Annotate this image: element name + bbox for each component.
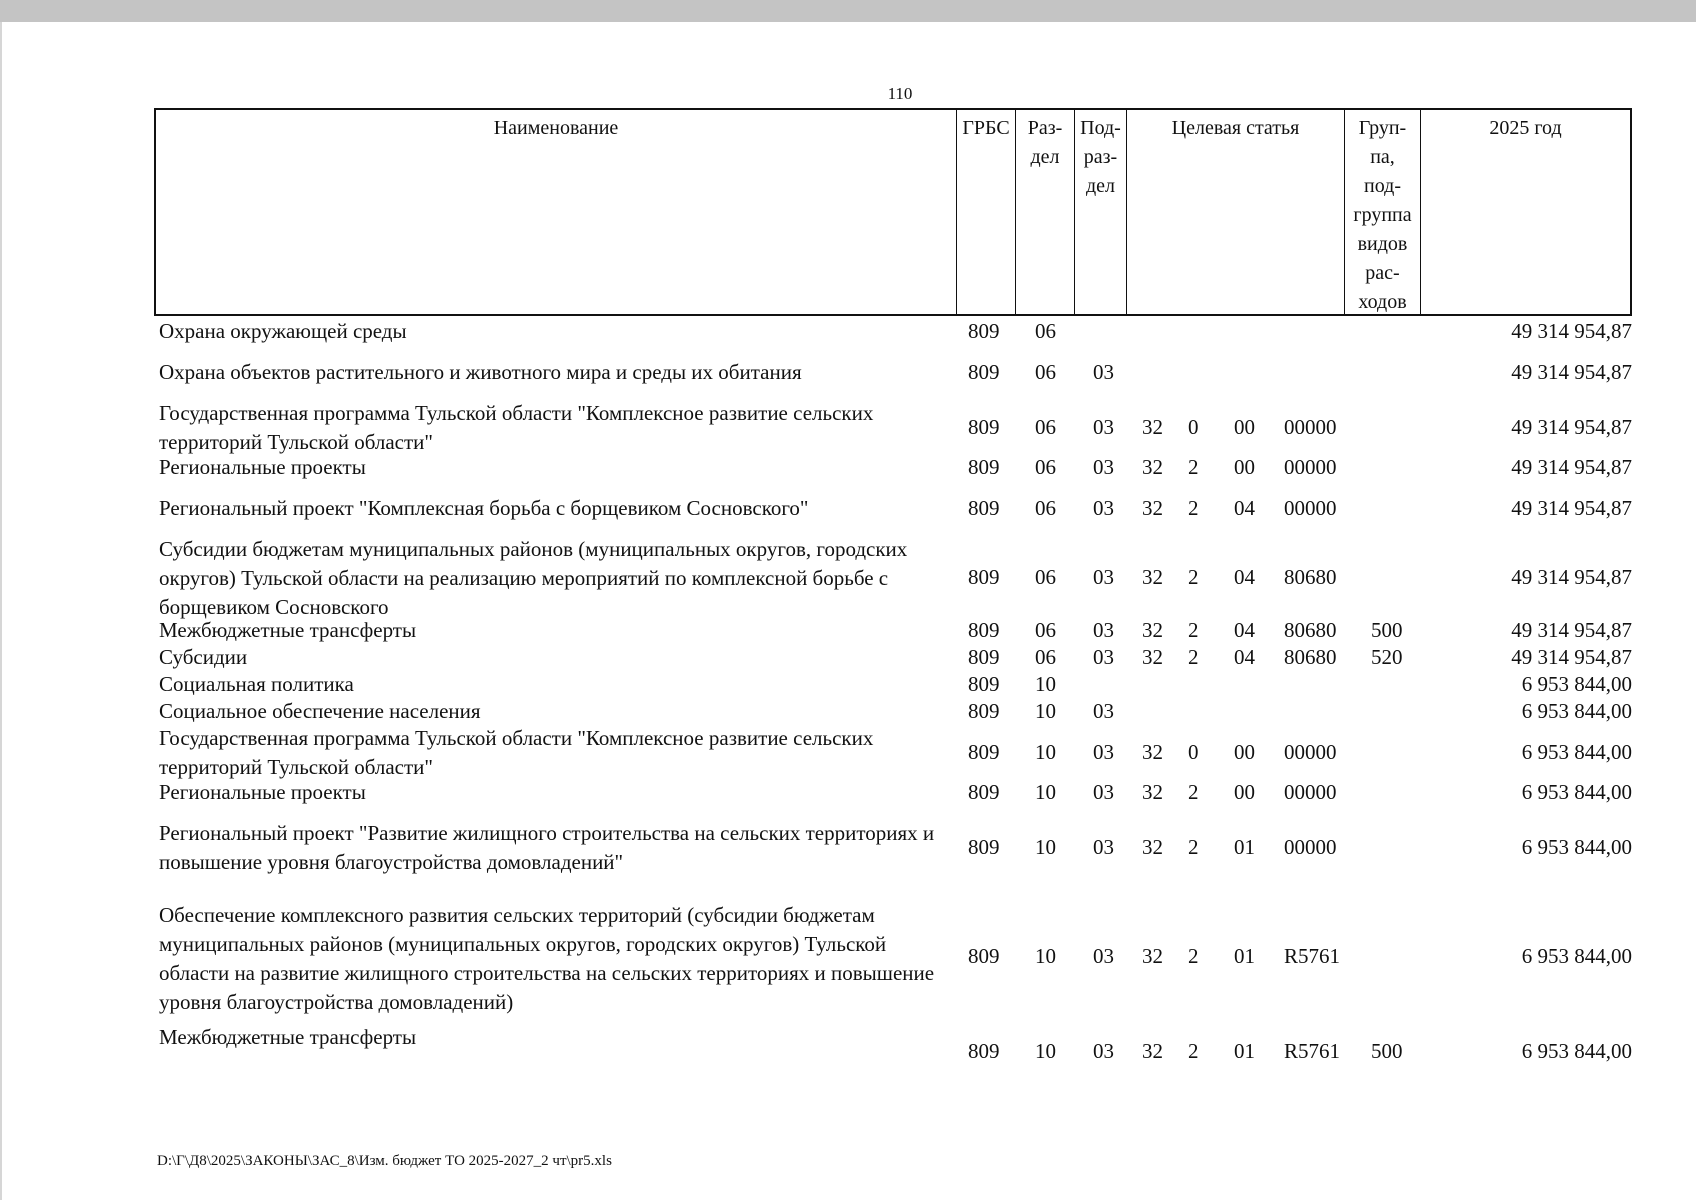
amount-2025: 49 314 954,87 [1511,415,1632,439]
target-event-code: 04 [1234,565,1255,589]
podrazdel-code: 03 [1093,740,1114,764]
target-program-code: 32 [1142,415,1163,439]
row-name: Обеспечение комплексного развития сельских территорий (субсидии бюджетам муниципальных районов (муниципальных округов, городских округов) Тульской области на развитие жилищного строительства на сельских территориях и повышение уровня благоустройства домовладений) [159,903,935,1014]
target-program-code: 32 [1142,645,1163,669]
target-subprogram-code: 0 [1188,415,1199,439]
target-subprogram-code: 2 [1188,1039,1199,1063]
amount-2025: 49 314 954,87 [1511,496,1632,520]
row-name: Охрана окружающей среды [159,319,407,343]
grbs-code: 809 [968,699,1000,723]
target-program-code: 32 [1142,455,1163,479]
razdel-code: 06 [1035,496,1056,520]
grbs-code: 809 [968,944,1000,968]
podrazdel-code: 03 [1093,618,1114,642]
target-program-code: 32 [1142,835,1163,859]
grbs-code: 809 [968,565,1000,589]
row-name: Социальная политика [159,672,354,696]
target-event-code: 04 [1234,645,1255,669]
row-name: Региональный проект "Комплексная борьба с борщевиком Сосновского" [159,496,809,520]
header-target-article: Целевая статья [1127,110,1345,314]
amount-2025: 49 314 954,87 [1511,319,1632,343]
target-subprogram-code: 2 [1188,618,1199,642]
podrazdel-code: 03 [1093,360,1114,384]
razdel-code: 10 [1035,1039,1056,1063]
razdel-code: 06 [1035,455,1056,479]
podrazdel-code: 03 [1093,415,1114,439]
target-subprogram-code: 2 [1188,496,1199,520]
podrazdel-code: 03 [1093,780,1114,804]
target-event-code: 00 [1234,780,1255,804]
target-direction-code: R5761 [1284,1039,1341,1063]
podrazdel-code: 03 [1093,1039,1114,1063]
target-subprogram-code: 2 [1188,780,1199,804]
target-program-code: 32 [1142,944,1163,968]
target-direction-code: 80680 [1284,618,1337,642]
podrazdel-code: 03 [1093,944,1114,968]
amount-2025: 6 953 844,00 [1521,780,1632,804]
grbs-code: 809 [968,645,1000,669]
grbs-code: 809 [968,455,1000,479]
target-subprogram-code: 2 [1188,944,1199,968]
header-expense-group: Груп- па, под- группа видов рас- ходов [1345,110,1421,314]
expense-group-code: 500 [1371,618,1403,642]
header-grbs: ГРБС [957,110,1016,314]
razdel-code: 10 [1035,672,1056,696]
target-direction-code: 00000 [1284,740,1337,764]
razdel-code: 10 [1035,780,1056,804]
row-name: Региональные проекты [159,780,366,804]
target-event-code: 01 [1234,1039,1255,1063]
podrazdel-code: 03 [1093,835,1114,859]
amount-2025: 6 953 844,00 [1521,1039,1632,1063]
target-event-code: 01 [1234,835,1255,859]
row-name: Социальное обеспечение населения [159,699,481,723]
target-direction-code: 00000 [1284,455,1337,479]
razdel-code: 06 [1035,618,1056,642]
target-program-code: 32 [1142,496,1163,520]
target-event-code: 00 [1234,455,1255,479]
grbs-code: 809 [968,618,1000,642]
grbs-code: 809 [968,740,1000,764]
target-direction-code: R5761 [1284,944,1341,968]
razdel-code: 06 [1035,645,1056,669]
amount-2025: 49 314 954,87 [1511,455,1632,479]
row-name: Государственная программа Тульской области "Комплексное развитие сельских территорий Тульской области" [159,726,874,779]
razdel-code: 10 [1035,699,1056,723]
header-year: 2025 год [1489,117,1562,139]
target-program-code: 32 [1142,1039,1163,1063]
podrazdel-code: 03 [1093,496,1114,520]
row-name: Региональный проект "Развитие жилищного строительства на сельских территориях и повышение уровня благоустройства домовладений" [159,821,935,874]
header-razdel: Раз- дел [1016,110,1075,314]
razdel-code: 10 [1035,944,1056,968]
razdel-code: 10 [1035,835,1056,859]
file-path-footer: D:\Г\Д8\2025\ЗАКОНЫ\ЗАС_8\Изм. бюджет ТО 2025-2027_2 чт\pr5.xls [157,1153,612,1169]
target-subprogram-code: 2 [1188,565,1199,589]
grbs-code: 809 [968,496,1000,520]
expense-group-code: 520 [1371,645,1403,669]
target-event-code: 00 [1234,415,1255,439]
target-subprogram-code: 2 [1188,455,1199,479]
grbs-code: 809 [968,319,1000,343]
target-event-code: 01 [1234,944,1255,968]
amount-2025: 6 953 844,00 [1521,835,1632,859]
razdel-code: 06 [1035,565,1056,589]
row-name: Охрана объектов растительного и животного мира и среды их обитания [159,360,802,384]
row-name: Региональные проекты [159,455,366,479]
amount-2025: 6 953 844,00 [1521,740,1632,764]
target-program-code: 32 [1142,618,1163,642]
target-program-code: 32 [1142,740,1163,764]
page-number: 110 [887,84,913,103]
amount-2025: 6 953 844,00 [1521,944,1632,968]
target-direction-code: 00000 [1284,415,1337,439]
amount-2025: 6 953 844,00 [1521,672,1632,696]
amount-2025: 49 314 954,87 [1511,618,1632,642]
grbs-code: 809 [968,415,1000,439]
target-direction-code: 00000 [1284,496,1337,520]
razdel-code: 06 [1035,415,1056,439]
podrazdel-code: 03 [1093,565,1114,589]
target-subprogram-code: 0 [1188,740,1199,764]
target-program-code: 32 [1142,780,1163,804]
amount-2025: 6 953 844,00 [1521,699,1632,723]
target-subprogram-code: 2 [1188,835,1199,859]
podrazdel-code: 03 [1093,455,1114,479]
amount-2025: 49 314 954,87 [1511,645,1632,669]
razdel-code: 06 [1035,360,1056,384]
row-name: Межбюджетные трансферты [159,618,417,642]
expense-group-code: 500 [1371,1039,1403,1063]
grbs-code: 809 [968,1039,1000,1063]
podrazdel-code: 03 [1093,699,1114,723]
amount-2025: 49 314 954,87 [1511,565,1632,589]
header-podrazdel: Под- раз- дел [1075,110,1127,314]
header-name: Наименование [156,110,957,314]
row-name: Межбюджетные трансферты [159,1025,417,1049]
target-direction-code: 80680 [1284,645,1337,669]
podrazdel-code: 03 [1093,645,1114,669]
target-direction-code: 00000 [1284,780,1337,804]
row-name: Субсидии бюджетам муниципальных районов (муниципальных округов, городских округов) Тульской области на реализацию мероприятий по комплексной борьбе с борщевиком Сосновского [159,537,908,619]
row-name: Субсидии [159,645,248,669]
amount-2025: 49 314 954,87 [1511,360,1632,384]
target-event-code: 04 [1234,496,1255,520]
target-subprogram-code: 2 [1188,645,1199,669]
target-direction-code: 00000 [1284,835,1337,859]
row-name: Государственная программа Тульской области "Комплексное развитие сельских территорий Тульской области" [159,401,874,454]
target-event-code: 04 [1234,618,1255,642]
razdel-code: 06 [1035,319,1056,343]
target-program-code: 32 [1142,565,1163,589]
target-event-code: 00 [1234,740,1255,764]
grbs-code: 809 [968,360,1000,384]
target-direction-code: 80680 [1284,565,1337,589]
grbs-code: 809 [968,780,1000,804]
grbs-code: 809 [968,835,1000,859]
grbs-code: 809 [968,672,1000,696]
razdel-code: 10 [1035,740,1056,764]
